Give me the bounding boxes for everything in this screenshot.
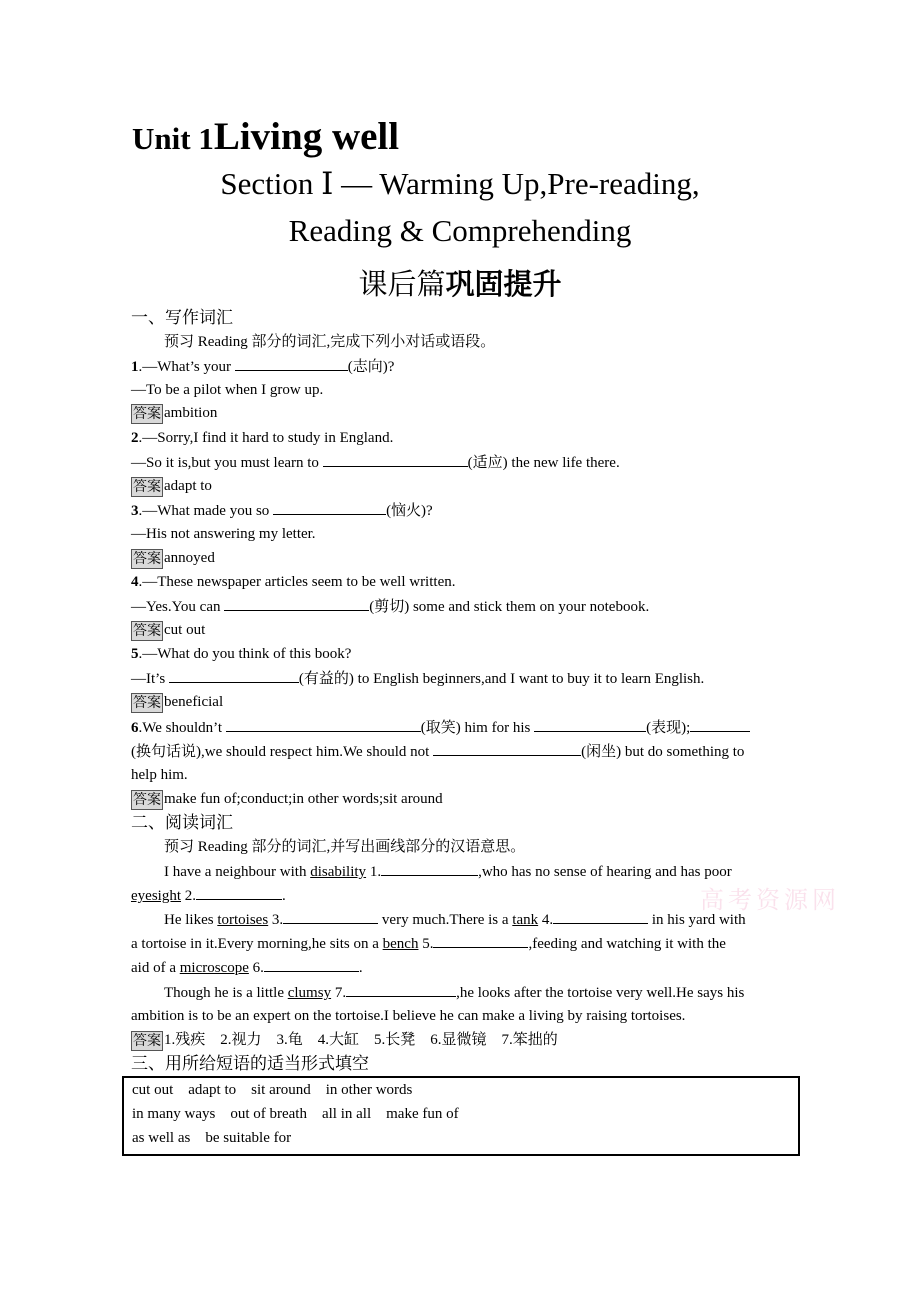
unit-number: Unit 1 <box>132 121 214 156</box>
answer-blank[interactable] <box>273 500 386 515</box>
answer-blank[interactable] <box>283 909 378 924</box>
passage-line-1: I have a neighbour with disability 1. ,who has no sense of hearing and has poor <box>164 861 732 882</box>
phrase-row: in many ways out of breath all in all make fun of <box>132 1106 459 1122</box>
answer-blank[interactable] <box>534 717 646 732</box>
answer-badge[interactable]: 答案 <box>133 405 161 422</box>
answer-blank[interactable] <box>323 452 468 467</box>
part2-instruction: 预习 Reading 部分的词汇,并写出画线部分的汉语意思。 <box>164 839 526 855</box>
item-1-answer: 答案 ambition <box>133 405 218 422</box>
practice-title-light: 课后篇 <box>358 267 446 301</box>
item-3-reply: —His not answering my letter. <box>131 526 316 542</box>
underlined-word: clumsy <box>287 985 332 1001</box>
underlined-word: bench <box>382 936 419 952</box>
answer-blank[interactable] <box>346 982 456 997</box>
part2-heading: 二、阅读词汇 <box>131 813 233 833</box>
passage-line-6: Though he is a little clumsy 7. ,he looks after the tortoise very well.He says his <box>164 982 744 1003</box>
answer-blank[interactable] <box>224 596 369 611</box>
answer-blank[interactable] <box>169 668 299 683</box>
answer-blank[interactable] <box>553 909 648 924</box>
item-5-reply: —It’s (有益的) to English beginners,and I want to buy it to learn English. <box>131 668 704 689</box>
passage-line-4: a tortoise in it.Every morning,he sits on a bench 5. ,feeding and watching it with the <box>131 933 726 954</box>
unit-title <box>132 114 399 159</box>
item-3-answer: 答案 annoyed <box>133 550 215 567</box>
section-title-line2: Reading & Comprehending <box>288 213 632 248</box>
answer-blank[interactable] <box>235 356 348 371</box>
item-4-reply: —Yes.You can (剪切) some and stick them on your notebook. <box>131 596 649 617</box>
item-1-reply: —To be a pilot when I grow up. <box>131 382 324 398</box>
answer-badge[interactable]: 答案 <box>133 550 161 567</box>
answer-badge[interactable]: 答案 <box>133 622 161 639</box>
answer-blank[interactable] <box>433 933 528 948</box>
answer-blank[interactable] <box>690 717 750 732</box>
practice-title <box>0 262 920 303</box>
item-5-question: 5.—What do you think of this book? <box>131 646 352 662</box>
passage-line-2: eyesight 2. . <box>131 885 286 906</box>
item-6-answer: 答案 make fun of;conduct;in other words;sit around <box>133 791 443 808</box>
passage-line-5: aid of a microscope 6. . <box>131 957 363 978</box>
answer-blank[interactable] <box>196 885 282 900</box>
item-6-line3: help him. <box>131 767 188 783</box>
passage-line-3: He likes tortoises 3. very much.There is a tank 4. in his yard with <box>164 909 746 930</box>
watermark: 高考资源网 <box>700 886 840 914</box>
item-6-line2: (换句话说),we should respect him.We should not (闲坐) but do something to <box>131 741 744 762</box>
answer-blank[interactable] <box>226 717 421 732</box>
answer-badge[interactable]: 答案 <box>133 791 161 808</box>
part1-instruction: 预习 Reading 部分的词汇,完成下列小对话或语段。 <box>164 334 496 350</box>
underlined-word: tortoises <box>217 912 269 928</box>
phrase-row: cut out adapt to sit around in other words <box>132 1082 413 1098</box>
item-2-answer: 答案 adapt to <box>133 478 212 495</box>
phrase-row: as well as be suitable for <box>132 1130 292 1146</box>
part2-answer: 答案 1.残疾 2.视力 3.龟 4.大缸 5.长凳 6.显微镜 7.笨拙的 <box>133 1032 558 1049</box>
section-title-line1: Section Ⅰ — Warming Up,Pre-reading, <box>220 166 700 201</box>
answer-badge[interactable]: 答案 <box>133 478 161 495</box>
item-5-answer: 答案 beneficial <box>133 694 224 711</box>
phrase-box <box>122 1076 800 1156</box>
answer-blank[interactable] <box>381 861 478 876</box>
part3-heading: 三、用所给短语的适当形式填空 <box>131 1054 369 1074</box>
passage-line-7: ambition is to be an expert on the tortoise.I believe he can make a living by raising tortoises. <box>131 1008 686 1024</box>
item-3-question: 3.—What made you so (恼火)? <box>131 500 433 521</box>
underlined-word: eyesight <box>131 888 181 904</box>
item-6-line1: 6.We shouldn’t (取笑) him for his (表现); <box>131 717 750 738</box>
answer-badge[interactable]: 答案 <box>133 1032 161 1049</box>
item-4-answer: 答案 cut out <box>133 622 206 639</box>
item-2-question: 2.—Sorry,I find it hard to study in England. <box>131 430 394 446</box>
underlined-word: tank <box>512 912 539 928</box>
underlined-word: disability <box>310 864 367 880</box>
item-1-question: 1.—What’s your (志向)? <box>131 356 394 377</box>
part1-heading: 一、写作词汇 <box>131 308 233 328</box>
unit-name: Living well <box>213 115 400 158</box>
item-2-reply: —So it is,but you must learn to (适应) the new life there. <box>131 452 620 473</box>
answer-blank[interactable] <box>433 741 581 756</box>
answer-blank[interactable] <box>264 957 359 972</box>
answer-badge[interactable]: 答案 <box>133 694 161 711</box>
item-4-question: 4.—These newspaper articles seem to be well written. <box>131 574 456 590</box>
underlined-word: microscope <box>179 960 249 976</box>
practice-title-bold: 巩固提升 <box>445 267 562 301</box>
